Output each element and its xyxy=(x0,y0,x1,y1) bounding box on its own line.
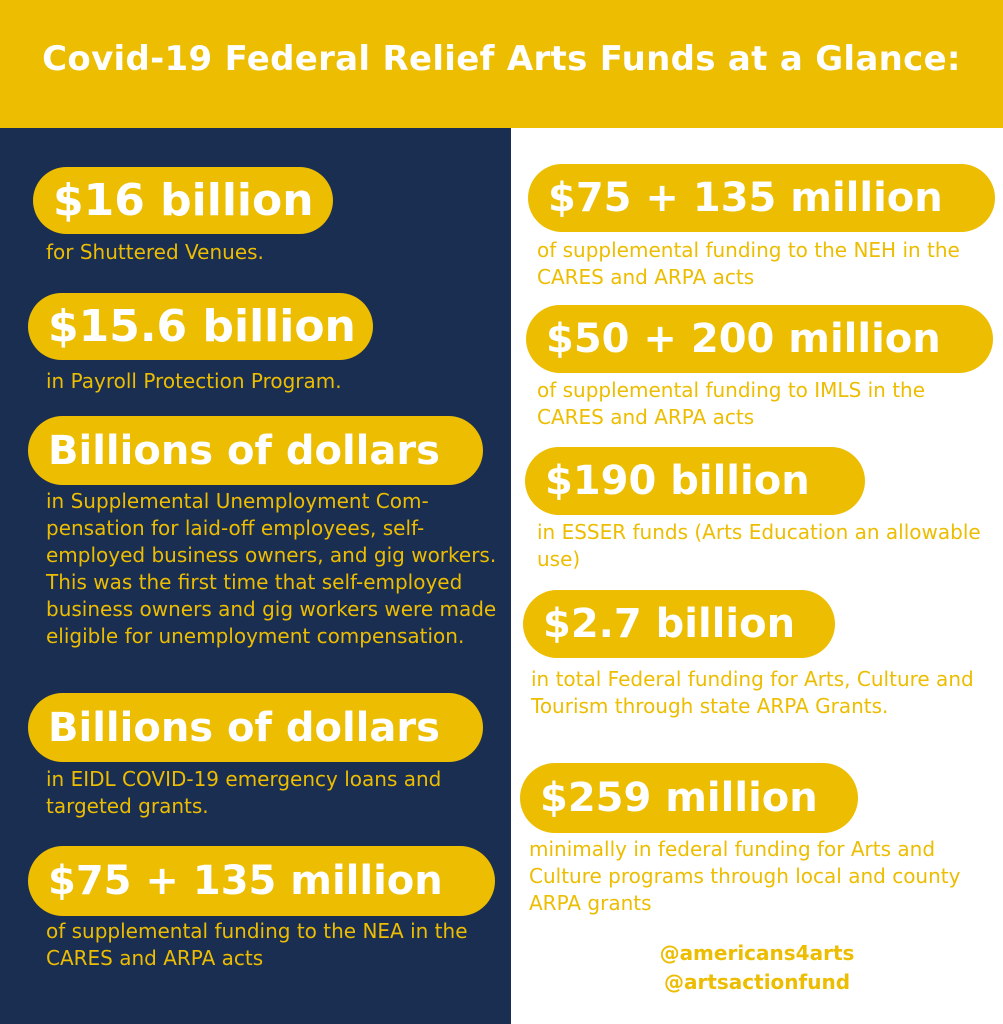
description-imls: of supplemental funding to IMLS in the CARES and ARPA acts xyxy=(537,378,926,429)
description-nea: of supplemental funding to the NEA in the CARES and ARPA acts xyxy=(46,919,468,970)
amount-pill-imls: $50 + 200 million xyxy=(526,305,993,373)
amount-pill-neh: $75 + 135 million xyxy=(528,164,995,232)
description-neh: of supplemental funding to the NEH in the CARES and ARPA acts xyxy=(537,238,960,289)
amount-pill-state-arpa: $2.7 billion xyxy=(523,590,835,658)
amount-pill-payroll-protection: $15.6 billion xyxy=(28,293,373,360)
right-panel xyxy=(511,128,1003,1024)
social-handle-artsactionfund: @artsactionfund xyxy=(663,970,851,994)
description-shuttered-venues: for Shuttered Venues. xyxy=(46,240,264,264)
header-banner xyxy=(0,0,1003,128)
amount-pill-nea: $75 + 135 million xyxy=(28,846,495,916)
description-state-arpa: in total Federal funding for Arts, Culture and Tourism through state ARPA Grants. xyxy=(531,667,974,718)
description-local-arpa: minimally in federal funding for Arts and Culture programs through local and county ARPA grants xyxy=(529,837,961,915)
left-panel xyxy=(0,128,511,1024)
amount-pill-esser: $190 billion xyxy=(525,447,865,515)
amount-pill-local-arpa: $259 million xyxy=(520,763,858,833)
description-payroll-protection: in Payroll Protection Program. xyxy=(46,369,342,393)
social-handle-americans4arts: @americans4arts xyxy=(659,941,855,965)
description-unemployment: in Supplemental Unemployment Com-pensation for laid-off employees, self-employed business owners, and gig workers. This was the first time that self-employed business owners and gig workers were made eligible for unemployment compensation. xyxy=(46,489,497,648)
amount-pill-eidl: Billions of dollars xyxy=(28,693,483,762)
page-title: Covid-19 Federal Relief Arts Funds at a Glance: xyxy=(42,39,961,79)
description-eidl: in EIDL COVID-19 emergency loans and targeted grants. xyxy=(46,767,442,818)
amount-pill-shuttered-venues: $16 billion xyxy=(33,167,333,234)
description-esser: in ESSER funds (Arts Education an allowable use) xyxy=(537,520,981,571)
amount-pill-unemployment: Billions of dollars xyxy=(28,416,483,485)
